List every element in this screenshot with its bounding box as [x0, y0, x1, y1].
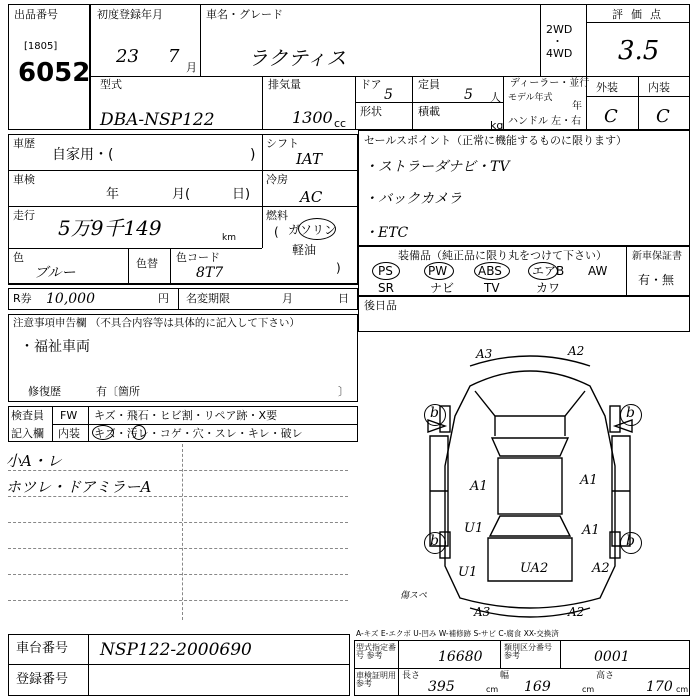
equip-abs-circle: [474, 262, 510, 280]
mark-a1-right: A1: [580, 473, 598, 488]
height-value: 170: [646, 679, 673, 695]
mileage-label: 走行: [13, 209, 35, 222]
fw-label: FW: [60, 409, 78, 422]
int-label: 内装: [58, 427, 80, 440]
equip-abs: ABS: [478, 264, 502, 278]
equip-leather: カワ: [536, 281, 561, 295]
mark-b-front-left: b: [430, 405, 439, 421]
fw-text: キズ・飛石・ヒビ割・リペア跡・X要: [94, 409, 278, 422]
sales-point-1: ・ストラーダナビ・TV: [364, 159, 510, 175]
dealer-label: ディーラー・並行: [510, 78, 590, 89]
model-value: DBA-NSP122: [100, 110, 215, 130]
load-unit: kg: [490, 119, 504, 132]
recycle-label: R券: [13, 292, 32, 305]
door-label: ドア: [360, 78, 382, 91]
mark-b-rear-right: b: [626, 533, 635, 549]
displacement-label: 排気量: [268, 78, 301, 91]
mark-a2-bottom: A2: [568, 605, 585, 619]
drive-2wd: 2WD: [546, 23, 573, 36]
color-value: ブルー: [34, 265, 76, 281]
int-circle-1: [92, 425, 114, 440]
fuel-diesel: 軽油: [292, 243, 317, 257]
equipment-title: 装備品（純正品に限り丸をつけて下さい）: [398, 249, 607, 262]
exterior-value: C: [604, 106, 618, 127]
equip-aw: AW: [588, 264, 608, 278]
capacity-unit: 人: [490, 91, 501, 104]
shift-label: シフト: [266, 137, 299, 150]
fuel-gasoline: ガソリン: [288, 223, 337, 237]
warranty-label: 新車保証書: [632, 251, 682, 262]
equip-ps: PS: [378, 264, 393, 278]
length-label: 長さ: [402, 671, 421, 681]
color-change-label: 色替: [136, 257, 158, 270]
eval-score: 3.5: [618, 36, 660, 66]
color-code-label: 色コード: [176, 251, 220, 264]
equip-pw: PW: [428, 264, 448, 278]
name-change-label: 名変期限: [186, 292, 230, 305]
mark-u1-rear: U1: [458, 565, 478, 580]
fuel-label: 燃料: [266, 209, 288, 222]
memo-2: ホツレ・ドアミラーA: [6, 478, 152, 496]
name-change-day: 日: [338, 292, 349, 305]
model-year-label: モデル年式: [508, 93, 553, 103]
mileage-value: 5万9千149: [58, 216, 162, 240]
memo-1: 小A・レ: [6, 452, 62, 470]
exterior-label: 外装: [596, 81, 618, 94]
lot-sub: [1805]: [24, 41, 58, 52]
equip-airbag: エアB: [532, 264, 565, 278]
inspector-label-bottom: 記入欄: [11, 427, 44, 440]
chassis-label: 車台番号: [16, 641, 69, 656]
equip-sr: SR: [378, 281, 394, 295]
recycle-yen: 円: [158, 292, 169, 305]
int-text: キズ・汚レ・コゲ・穴・スレ・キレ・破レ: [94, 427, 303, 440]
fuel-circle: [298, 218, 336, 240]
mileage-unit: km: [222, 233, 236, 243]
equip-airbag-circle: [528, 262, 558, 280]
interior-label: 内装: [648, 81, 670, 94]
handle-label: ハンドル 左・右: [508, 116, 582, 127]
warranty-value: 有・無: [638, 273, 675, 287]
history-close: ): [250, 147, 256, 163]
history-value: 自家用・(: [52, 147, 114, 163]
first-reg-label: 初度登録年月: [97, 8, 163, 21]
car-diagram: [400, 346, 660, 626]
inspection-month: 月(: [172, 187, 191, 202]
month-suffix: 月: [186, 61, 197, 74]
cert-value: 16680: [438, 649, 483, 665]
equip-pw-circle: [424, 262, 454, 280]
name-change-month: 月: [282, 292, 293, 305]
width-unit: cm: [582, 685, 595, 694]
width-value: 169: [524, 679, 551, 695]
reg-label: 登録番号: [16, 672, 69, 687]
shift-value: IAT: [296, 150, 322, 168]
door-value: 5: [384, 87, 393, 103]
mark-a1-left: A1: [470, 479, 488, 494]
height-label: 高さ: [596, 671, 615, 681]
fuel-paren-close: ): [336, 261, 341, 275]
int-circle-2: [132, 425, 146, 440]
length-unit: cm: [486, 685, 499, 694]
spec-label: 車検証明用 参考: [356, 671, 396, 688]
aircon-value: AC: [300, 188, 323, 206]
capacity-label: 定員: [418, 78, 440, 91]
history-label: 車歴: [13, 137, 35, 150]
after-label: 後日品: [364, 299, 397, 312]
equip-tv: TV: [484, 281, 500, 295]
lot-number: 6052: [18, 58, 91, 88]
color-code-value: 8T7: [196, 265, 224, 281]
chassis-value: NSP122-2000690: [100, 640, 252, 660]
diagram-note: 傷スペ: [400, 591, 428, 601]
interior-value: C: [656, 106, 670, 127]
displacement-value: 1300: [292, 108, 333, 127]
repair-value: 有〔箇所: [96, 385, 140, 398]
equip-navi: ナビ: [430, 281, 455, 295]
mark-b-front-right: b: [626, 405, 635, 421]
mark-ua2-rear: UA2: [520, 561, 549, 576]
notes-title: 注意事項申告欄 （不具合内容等は具体的に記入して下さい）: [13, 317, 300, 329]
cert-label: 型式指定番号 参考: [356, 643, 396, 660]
inspection-day: 日): [232, 187, 251, 202]
inspector-label-top: 検査員: [11, 409, 44, 422]
notes-entry: ・福祉車両: [20, 339, 90, 355]
first-reg-month: 7: [168, 46, 180, 67]
width-label: 幅: [500, 671, 510, 681]
capacity-value: 5: [464, 87, 473, 103]
height-unit: cm: [676, 685, 689, 694]
equip-ps-circle: [372, 262, 400, 280]
shape-label: 形状: [360, 105, 382, 118]
recycle-value: 10,000: [46, 291, 95, 307]
class-label: 類別区分番号 参考: [504, 643, 552, 660]
mark-a2-front: A2: [568, 344, 585, 358]
eval-label: 評価点: [612, 8, 669, 21]
car-name-label: 車名・グレード: [206, 8, 283, 21]
repair-close: 〕: [338, 385, 349, 398]
sales-title: セールスポイント（正常に機能するものに限ります）: [364, 134, 628, 147]
drive-dot: ・: [552, 35, 563, 48]
class-value: 0001: [594, 649, 630, 665]
sales-point-3: ・ETC: [364, 225, 409, 241]
inspection-year: 年: [106, 187, 120, 202]
mark-u1-left: U1: [464, 521, 484, 536]
legend: A-キズ E-エクボ U-凹み W-補修跡 S-サビ C-腐食 XX-交換済: [356, 629, 559, 638]
lot-label: 出品番号: [14, 8, 58, 21]
color-label: 色: [13, 251, 24, 264]
year-suffix: 年: [572, 101, 582, 112]
mark-a1-right-rear: A1: [582, 523, 600, 538]
length-value: 395: [428, 679, 455, 695]
inspection-label: 車検: [13, 173, 35, 186]
aircon-label: 冷房: [266, 173, 288, 186]
repair-label: 修復歴: [28, 385, 61, 398]
mark-a3-rear: A3: [474, 605, 491, 619]
fuel-paren-open: (: [274, 225, 279, 239]
mark-a3-front: A3: [476, 347, 493, 361]
drive-4wd: 4WD: [546, 47, 573, 60]
sales-point-2: ・バックカメラ: [364, 191, 462, 207]
load-label: 積載: [418, 105, 440, 118]
car-name: ラクティス: [248, 46, 347, 70]
displacement-unit: cc: [334, 117, 347, 130]
first-reg-year: 23: [116, 46, 139, 67]
mark-a2-rear: A2: [592, 561, 610, 576]
model-label: 型式: [100, 78, 122, 91]
after-box: [358, 296, 690, 332]
mark-b-rear-left: b: [430, 533, 439, 549]
